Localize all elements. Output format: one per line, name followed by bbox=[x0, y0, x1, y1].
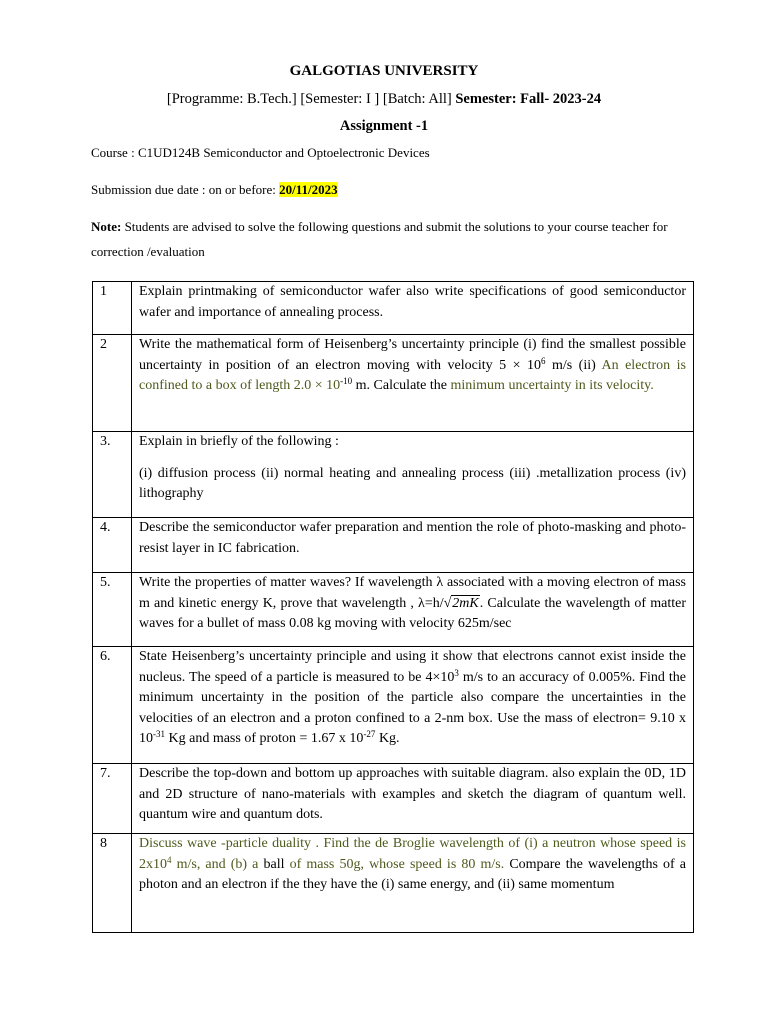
question-number: 4. bbox=[93, 518, 132, 573]
semester-label: Semester: Fall- 2023-24 bbox=[455, 91, 602, 107]
question-text-part: of mass 50g, whose speed is 80 m/s. bbox=[284, 856, 510, 872]
assignment-title: Assignment -1 bbox=[339, 118, 429, 134]
question-row bbox=[93, 647, 694, 764]
question-text-part: Discuss wave -particle duality . Find the de Broglie wavelength of (i) a neutron whose speed is 2x10 bbox=[139, 836, 686, 872]
question-items: (i) diffusion process (ii) normal heating and annealing process (iii) .metallization process (iv) lithography bbox=[139, 465, 686, 501]
course-line bbox=[91, 145, 430, 161]
question-row bbox=[93, 432, 694, 518]
submission-label: Submission due date : on or before: bbox=[91, 182, 280, 197]
question-text-part: m/s to an accuracy of 0.005%. Find the minimum uncertainty in the position of the particle also compare the uncertainties in the velocities of an electron and a proton confined to a 2-nm box. Use the mass of electron= 9.10 x 10 bbox=[139, 669, 687, 746]
question-text: Describe the top-down and bottom up approaches with suitable diagram. also explain the 0D, 1D and 2D structure of nano-materials with examples and sketch the diagram of quantum well. quantum wire and quantum dots. bbox=[132, 764, 694, 834]
question-number: 5. bbox=[93, 573, 132, 647]
question-intro: Explain in briefly of the following : bbox=[139, 434, 339, 449]
superscript: -10 bbox=[340, 376, 353, 386]
course-value: C1UD124B Semiconductor and Optoelectronic Devices bbox=[137, 145, 430, 160]
note-paragraph bbox=[91, 214, 695, 264]
question-text: Describe the semiconductor wafer preparation and mention the role of photo-masking and photo-resist layer in IC fabrication. bbox=[132, 518, 694, 573]
due-date: 20/11/2023 bbox=[279, 182, 338, 197]
question-number: 6. bbox=[93, 647, 132, 764]
question-row bbox=[93, 282, 694, 335]
question-text-part: m. Calculate the bbox=[352, 378, 451, 393]
superscript: -27 bbox=[363, 729, 376, 739]
question-text-part: ball bbox=[263, 856, 285, 872]
question-row bbox=[93, 518, 694, 573]
submission-line bbox=[91, 182, 338, 198]
question-text-part: Kg and mass of proton = 1.67 x 10 bbox=[165, 731, 364, 746]
superscript: -31 bbox=[153, 729, 165, 739]
superscript: 6 bbox=[540, 355, 546, 366]
question-text-part: minimum uncertainty in its velocity. bbox=[450, 378, 654, 393]
question-number: 8 bbox=[93, 834, 132, 933]
question-text-part: Write the mathematical form of Heisenberg’s uncertainty principle (i) find the smallest possible uncertainty in position of an electron moving with velocity 5 × 10 bbox=[139, 337, 686, 373]
question-text-part: Compare the wavelengths of a photon and an electron if the they have the (i) same energy, and (ii) same momentum bbox=[139, 856, 686, 892]
question-text: Explain printmaking of semiconductor wafer also write specifications of good semiconductor wafer and importance of annealing process. bbox=[132, 282, 694, 335]
square-root-radicand: 2mK bbox=[452, 595, 479, 611]
question-row bbox=[93, 335, 694, 432]
question-number: 1 bbox=[93, 282, 132, 335]
question-row bbox=[93, 764, 694, 834]
question-text-part: An electron is confined to a box of length 2.0 × 10 bbox=[139, 357, 687, 393]
question-row bbox=[93, 834, 694, 933]
question-text-part: State Heisenberg’s uncertainty principle and using it show that electrons cannot exist inside the nucleus. The speed of a particle is measured to be 4×10 bbox=[139, 649, 686, 685]
question-text bbox=[132, 432, 694, 518]
question-number: 2 bbox=[93, 335, 132, 432]
question-text-part: Write the properties of matter waves? If wavelength λ associated with a moving electron of mass m and kinetic energy K, prove that wavelength , λ=h/√ bbox=[139, 575, 686, 611]
questions-table bbox=[92, 281, 694, 933]
question-text bbox=[132, 573, 694, 647]
note-label: Note: bbox=[91, 219, 122, 234]
university-title: GALGOTIAS UNIVERSITY bbox=[289, 63, 479, 79]
question-text bbox=[132, 335, 694, 432]
superscript: 3 bbox=[454, 667, 459, 678]
question-text bbox=[132, 647, 694, 764]
question-row bbox=[93, 573, 694, 647]
question-number: 7. bbox=[93, 764, 132, 834]
question-text-part: Kg. bbox=[375, 731, 400, 746]
question-text-part: m/s (ii) bbox=[545, 357, 602, 373]
question-text bbox=[132, 834, 694, 933]
programme-line bbox=[0, 91, 768, 108]
question-text-part: . Calculate the wavelength of matter waves for a bullet of mass 0.08 kg moving with velocity 625m/sec bbox=[139, 595, 686, 631]
superscript: 4 bbox=[167, 854, 172, 865]
question-number: 3. bbox=[93, 432, 132, 518]
question-text-part: m/s, and (b) a bbox=[171, 856, 264, 872]
note-text: Students are advised to solve the following questions and submit the solutions to your course teacher for correction /evaluation bbox=[91, 219, 668, 259]
course-label: Course : bbox=[91, 145, 138, 160]
programme-details: [Programme: B.Tech.] [Semester: I ] [Batch: All] bbox=[166, 91, 456, 107]
